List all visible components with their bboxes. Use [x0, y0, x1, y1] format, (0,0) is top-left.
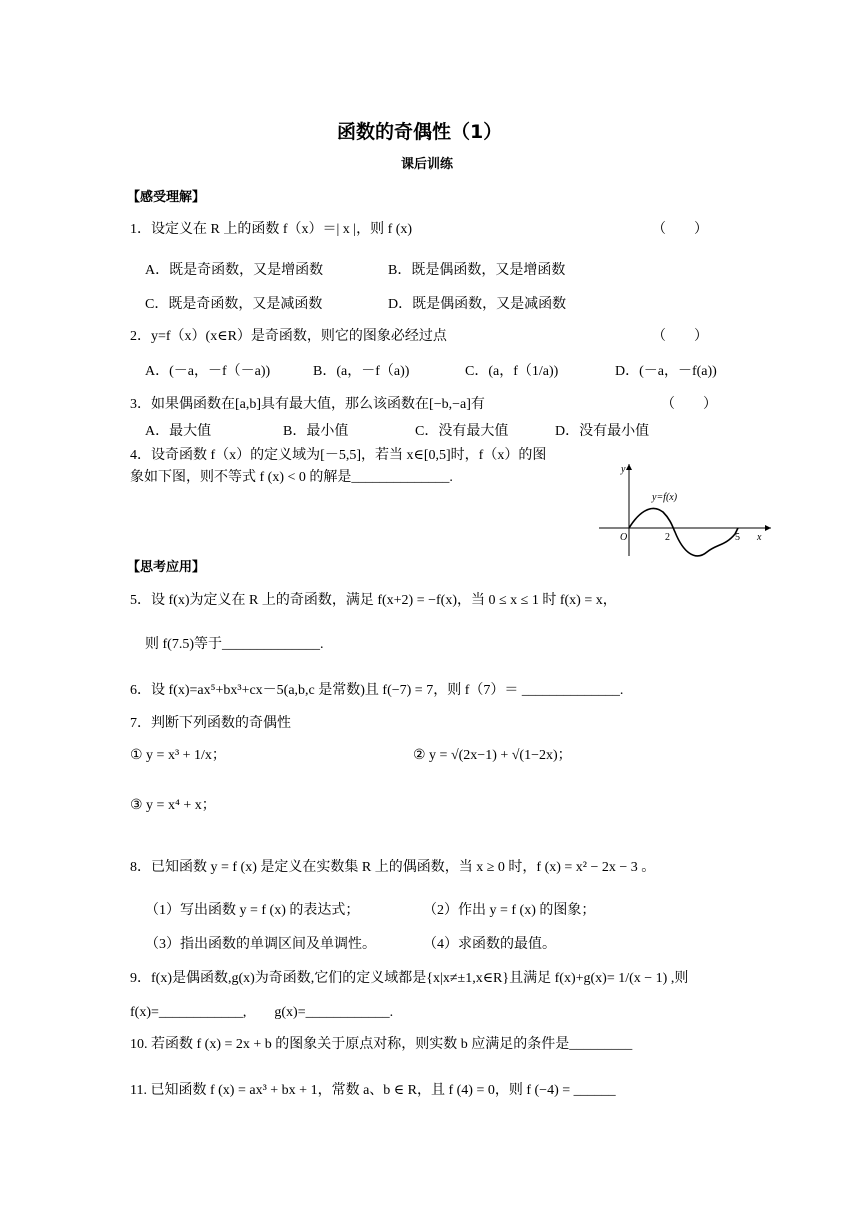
q3-option-d: D．没有最小值: [555, 424, 650, 439]
x-axis-label: x: [757, 532, 762, 543]
answer-paren-1: （ ）: [652, 222, 708, 237]
question-7-part1: ① y = x³ + 1/x；: [130, 748, 226, 763]
curve-label: y=f(x): [652, 492, 678, 503]
q1-option-d: D．既是偶函数，又是减函数: [388, 297, 567, 312]
q1-option-c: C．既是奇函数，又是减函数: [145, 297, 323, 312]
origin-label: O: [620, 532, 628, 543]
answer-paren-3: （ ）: [661, 397, 717, 412]
question-8-stem: 8．已知函数 y = f (x) 是定义在实数集 R 上的偶函数，当 x ≥ 0 时，f (x) = x² − 2x − 3 。: [130, 860, 656, 875]
question-5-line2: 则 f(7.5)等于______________.: [145, 637, 324, 652]
tick-5-label: 5: [735, 532, 740, 543]
question-7-part3: ③ y = x⁴ + x；: [130, 798, 216, 813]
function-graph: [595, 460, 775, 560]
question-7-part2: ② y = √(2x−1) + √(1−2x)；: [413, 748, 572, 763]
question-2-stem: 2．y=f（x）(x∈R）是奇函数，则它的图象必经过点: [130, 329, 447, 344]
question-8-part4: （4）求函数的最值。: [423, 937, 556, 952]
question-8-part2: （2）作出 y = f (x) 的图象；: [423, 903, 596, 918]
q2-option-d: D．(－a，－f(a)): [615, 364, 717, 379]
question-11-line: 11. 已知函数 f (x) = ax³ + bx + 1，常数 a、b ∈ R，且 f (4) = 0，则 f (−4) = ______: [130, 1083, 616, 1098]
question-9-line1: 9．f(x)是偶函数,g(x)为奇函数,它们的定义域都是{x|x≠±1,x∈R}且满足 f(x)+g(x)= 1/(x − 1) ,则: [130, 971, 689, 986]
page-subtitle: 课后训练: [401, 157, 454, 172]
question-3-stem: 3．如果偶函数在[a,b]具有最大值，那么该函数在[−b,−a]有: [130, 397, 485, 412]
section-heading-understand: 【感受理解】: [127, 190, 206, 205]
y-axis-label: y: [621, 464, 626, 475]
question-7-stem: 7．判断下列函数的奇偶性: [130, 716, 291, 731]
q2-option-a: A．(－a，－f（－a)): [145, 364, 271, 379]
question-8-part3: （3）指出函数的单调区间及单调性。: [145, 937, 376, 952]
question-10-line: 10. 若函数 f (x) = 2x + b 的图象关于原点对称，则实数 b 应满足的条件是_________: [130, 1037, 633, 1052]
q3-option-a: A．最大值: [145, 424, 212, 439]
q2-option-c: C．(a，f（1/a)): [465, 364, 559, 379]
q3-option-c: C．没有最大值: [415, 424, 509, 439]
question-9-line2: f(x)=____________, g(x)=____________.: [130, 1005, 394, 1020]
q1-option-b: B．既是偶函数，又是增函数: [388, 263, 566, 278]
section-heading-apply: 【思考应用】: [127, 560, 206, 575]
question-8-part1: （1）写出函数 y = f (x) 的表达式；: [145, 903, 360, 918]
question-4-line1: 4．设奇函数 f（x）的定义域为[－5,5]，若当 x∈[0,5]时，f（x）的图: [130, 448, 547, 463]
page-title: 函数的奇偶性（1）: [337, 121, 503, 143]
question-1-stem: 1．设定义在 R 上的函数 f（x）＝| x |，则 f (x): [130, 222, 413, 237]
x-axis-arrow-icon: [765, 525, 771, 531]
tick-2-label: 2: [665, 532, 670, 543]
q1-option-a: A．既是奇函数，又是增函数: [145, 263, 324, 278]
q2-option-b: B．(a，－f（a)): [313, 364, 410, 379]
question-6-line: 6．设 f(x)=ax⁵+bx³+cx－5(a,b,c 是常数)且 f(−7) = 7，则 f（7）＝ ______________.: [130, 683, 624, 698]
y-axis-arrow-icon: [626, 464, 632, 470]
q3-option-b: B．最小值: [283, 424, 349, 439]
function-curve: [629, 508, 738, 555]
question-4-line2: 象如下图，则不等式 f (x) < 0 的解是______________.: [130, 470, 453, 485]
question-5-line1: 5．设 f(x)为定义在 R 上的奇函数，满足 f(x+2) = −f(x)，当 0 ≤ x ≤ 1 时 f(x) = x，: [130, 593, 617, 608]
answer-paren-2: （ ）: [652, 329, 708, 344]
